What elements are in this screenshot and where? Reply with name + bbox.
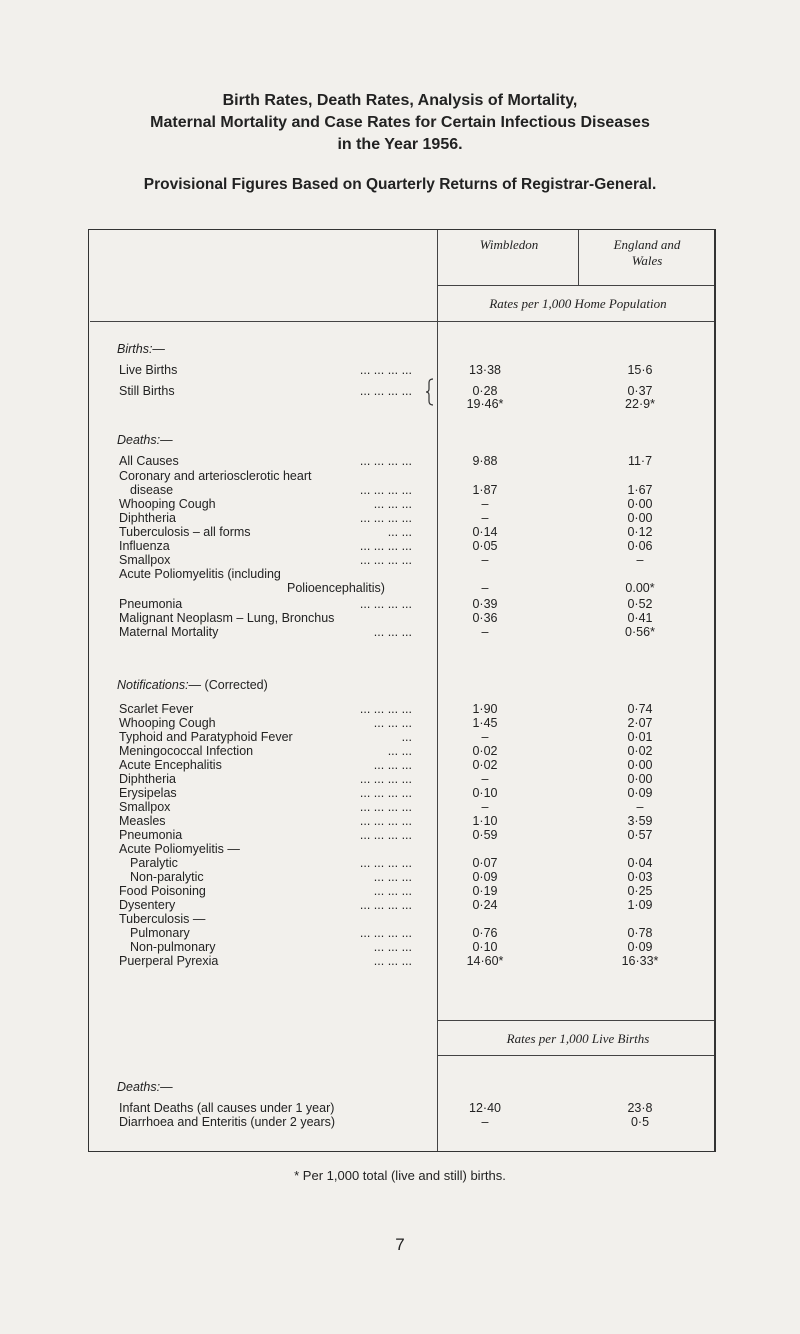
row-label: Polioencephalitis)	[287, 581, 385, 595]
wimbledon-value: 0·19	[472, 884, 498, 898]
row-label: Erysipelas	[119, 786, 177, 800]
table-row	[0, 525, 800, 539]
row-label: Malignant Neoplasm – Lung, Bronchus	[119, 611, 335, 625]
column-divider-header	[578, 230, 579, 285]
row-label: Food Poisoning	[119, 884, 206, 898]
table-row	[0, 954, 800, 968]
row-label: Coronary and arteriosclerotic heart	[119, 469, 312, 483]
leader-dots: ... ... ... ...	[359, 597, 412, 611]
row-label: Paralytic	[130, 856, 178, 870]
england-wales-value: 0·06	[627, 539, 653, 553]
wimbledon-value: –	[481, 800, 489, 814]
wimbledon-value: 0·39	[472, 597, 498, 611]
table-row	[0, 363, 800, 377]
england-wales-value: 1·67	[627, 483, 653, 497]
england-wales-value: –	[636, 800, 644, 814]
wimbledon-value: 0·07	[472, 856, 498, 870]
row-label: Acute Poliomyelitis (including	[119, 567, 281, 581]
england-wales-value: 0·09	[627, 940, 653, 954]
table-row	[0, 581, 800, 595]
row-label: Pulmonary	[130, 926, 190, 940]
wimbledon-value: 1·45	[472, 716, 498, 730]
row-label: Acute Poliomyelitis —	[119, 842, 240, 856]
leader-dots: ... ... ... ...	[359, 553, 412, 567]
england-wales-value: 0·5	[630, 1115, 650, 1129]
england-wales-value: 0·25	[627, 884, 653, 898]
england-wales-value: 0·52	[627, 597, 653, 611]
row-label: Tuberculosis —	[119, 912, 206, 926]
table-row	[0, 898, 800, 912]
title-line-1: Birth Rates, Death Rates, Analysis of Mortality,	[222, 92, 578, 109]
wimbledon-value: 0·76	[472, 926, 498, 940]
table-row	[0, 912, 800, 926]
wimbledon-value: 0·28	[472, 384, 498, 398]
england-wales-value: –	[636, 553, 644, 567]
rates-live-births: Rates per 1,000 Live Births	[506, 1031, 650, 1046]
leader-dots: ... ... ... ...	[359, 772, 412, 786]
england-wales-value: 16·33*	[621, 954, 659, 968]
row-label: Still Births	[119, 384, 175, 398]
table-row	[0, 483, 800, 497]
england-wales-value: 0·01	[627, 730, 653, 744]
header-bottom-rule	[90, 321, 714, 322]
leader-dots: ... ... ...	[373, 758, 412, 772]
wimbledon-value: 0·05	[472, 539, 498, 553]
leader-dots: ... ... ... ...	[359, 702, 412, 716]
row-label: All Causes	[119, 454, 179, 468]
leader-dots: ... ... ... ...	[359, 926, 412, 940]
row-label: disease	[130, 483, 174, 497]
leader-dots: ... ... ...	[373, 870, 412, 884]
table-row	[0, 842, 800, 856]
wimbledon-value: –	[481, 625, 489, 639]
title-line-3: in the Year 1956.	[337, 136, 463, 153]
row-label: Whooping Cough	[119, 716, 216, 730]
wimbledon-value: 0·02	[472, 744, 498, 758]
leader-dots: ... ... ... ...	[359, 539, 412, 553]
header-wimbledon: Wimbledon	[479, 237, 539, 252]
row-label: Smallpox	[119, 800, 171, 814]
england-wales-value: 0·00	[627, 497, 653, 511]
table-row	[0, 828, 800, 842]
leader-dots: ... ... ... ...	[359, 483, 412, 497]
row-label: Dysentery	[119, 898, 176, 912]
row-label: Diphtheria	[119, 772, 176, 786]
row-label: Smallpox	[119, 553, 171, 567]
table-row	[0, 611, 800, 625]
table-row	[0, 940, 800, 954]
table-row	[0, 539, 800, 553]
leader-dots: ... ... ...	[373, 884, 412, 898]
leader-dots: ... ... ... ...	[359, 800, 412, 814]
wimbledon-value: –	[481, 497, 489, 511]
table-row	[0, 758, 800, 772]
wimbledon-value: 0·14	[472, 525, 498, 539]
leader-dots: ... ... ... ...	[359, 786, 412, 800]
row-label: Measles	[119, 814, 166, 828]
england-wales-value: 0·57	[627, 828, 653, 842]
table-row	[0, 800, 800, 814]
rates-home-population: Rates per 1,000 Home Population	[489, 296, 667, 311]
england-wales-value: 3·59	[627, 814, 653, 828]
wimbledon-value: 1·10	[472, 814, 498, 828]
wimbledon-value: 0·36	[472, 611, 498, 625]
england-wales-value: 0·41	[627, 611, 653, 625]
england-wales-value: 0·56*	[625, 625, 655, 639]
wimbledon-value: 0·10	[472, 786, 498, 800]
footnote: * Per 1,000 total (live and still) births.	[294, 1168, 506, 1183]
table-row	[0, 454, 800, 468]
header-england-wales-2: Wales	[631, 253, 663, 268]
row-label: Diphtheria	[119, 511, 176, 525]
table-row	[0, 856, 800, 870]
wimbledon-value: 0·09	[472, 870, 498, 884]
row-label: Non-paralytic	[130, 870, 204, 884]
subtitle: Provisional Figures Based on Quarterly Returns of Registrar-General.	[143, 176, 657, 193]
wimbledon-value: –	[481, 730, 489, 744]
live-births-top-rule	[438, 1020, 714, 1021]
table-row	[0, 553, 800, 567]
wimbledon-value: –	[481, 1115, 489, 1129]
wimbledon-value: 0·24	[472, 898, 498, 912]
wimbledon-value: –	[481, 581, 489, 595]
wimbledon-value: 1·90	[472, 702, 498, 716]
row-label: Live Births	[119, 363, 178, 377]
notifications-heading-suffix: (Corrected)	[204, 678, 268, 692]
leader-dots: ... ... ... ...	[359, 384, 412, 398]
leader-dots: ... ... ...	[373, 497, 412, 511]
england-wales-value: 0·00	[627, 772, 653, 786]
leader-dots: ... ... ...	[373, 625, 412, 639]
wimbledon-value-secondary: 19·46*	[466, 397, 504, 411]
table-row	[0, 926, 800, 940]
infant-deaths-heading: Deaths:—	[117, 1080, 173, 1094]
wimbledon-value: 0·59	[472, 828, 498, 842]
row-label: Maternal Mortality	[119, 625, 219, 639]
row-label: Scarlet Fever	[119, 702, 194, 716]
deaths-heading: Deaths:—	[117, 433, 173, 447]
row-label: Whooping Cough	[119, 497, 216, 511]
table-row	[0, 814, 800, 828]
leader-dots: ... ... ... ...	[359, 814, 412, 828]
births-heading: Births:—	[117, 342, 165, 356]
england-wales-value: 15·6	[627, 363, 653, 377]
table-row	[0, 511, 800, 525]
live-births-bottom-rule	[438, 1055, 714, 1056]
table-row	[0, 870, 800, 884]
england-wales-value: 0·74	[627, 702, 653, 716]
row-label: Meningococcal Infection	[119, 744, 254, 758]
wimbledon-value: –	[481, 772, 489, 786]
row-label: Infant Deaths (all causes under 1 year)	[119, 1101, 335, 1115]
row-label: Pneumonia	[119, 597, 183, 611]
leader-dots: ...	[401, 730, 412, 744]
leader-dots: ... ... ... ...	[359, 898, 412, 912]
england-wales-value-secondary: 22·9*	[625, 397, 655, 411]
table-row	[0, 716, 800, 730]
leader-dots: ... ... ... ...	[359, 454, 412, 468]
row-label: Tuberculosis – all forms	[119, 525, 251, 539]
table-row	[0, 497, 800, 511]
row-label: Non-pulmonary	[130, 940, 216, 954]
table-row	[0, 469, 800, 483]
row-label: Acute Encephalitis	[119, 758, 222, 772]
england-wales-value: 0.00*	[625, 581, 655, 595]
leader-dots: ... ...	[387, 744, 412, 758]
table-row	[0, 384, 800, 411]
england-wales-value: 2·07	[627, 716, 653, 730]
leader-dots: ... ... ...	[373, 954, 412, 968]
table-row	[0, 625, 800, 639]
england-wales-value: 0·00	[627, 758, 653, 772]
table-row	[0, 597, 800, 611]
wimbledon-value: 0·02	[472, 758, 498, 772]
table-row	[0, 786, 800, 800]
england-wales-value: 0·37	[627, 384, 653, 398]
row-label: Pneumonia	[119, 828, 183, 842]
brace-icon	[424, 378, 436, 406]
row-label: Influenza	[119, 539, 170, 553]
header-england-wales-1: England and	[613, 237, 681, 252]
england-wales-value: 0·04	[627, 856, 653, 870]
table-row	[0, 1101, 800, 1115]
header-rule	[438, 285, 714, 286]
leader-dots: ... ... ... ...	[359, 856, 412, 870]
england-wales-value: 11·7	[627, 454, 653, 468]
table-row	[0, 744, 800, 758]
leader-dots: ... ... ... ...	[359, 511, 412, 525]
row-label: Puerperal Pyrexia	[119, 954, 219, 968]
wimbledon-value: 14·60*	[466, 954, 504, 968]
england-wales-value: 0·09	[627, 786, 653, 800]
england-wales-value: 0·12	[627, 525, 653, 539]
notifications-heading-label: Notifications:—	[117, 678, 202, 692]
england-wales-value: 0·03	[627, 870, 653, 884]
wimbledon-value: 13·38	[469, 363, 501, 377]
england-wales-value: 0·78	[627, 926, 653, 940]
england-wales-value: 23·8	[627, 1101, 653, 1115]
leader-dots: ... ... ... ...	[359, 363, 412, 377]
table-row	[0, 884, 800, 898]
table-row	[0, 772, 800, 786]
table-row	[0, 702, 800, 716]
table-row	[0, 1115, 800, 1129]
notifications-heading	[117, 678, 268, 692]
row-label: Diarrhoea and Enteritis (under 2 years)	[119, 1115, 336, 1129]
page-number: 7	[395, 1235, 405, 1254]
england-wales-value: 0·00	[627, 511, 653, 525]
england-wales-value: 0·02	[627, 744, 653, 758]
leader-dots: ... ... ...	[373, 940, 412, 954]
table-row	[0, 730, 800, 744]
title-line-2: Maternal Mortality and Case Rates for Certain Infectious Diseases	[150, 114, 650, 131]
table-row	[0, 567, 800, 581]
leader-dots: ... ...	[387, 525, 412, 539]
leader-dots: ... ... ... ...	[359, 828, 412, 842]
wimbledon-value: 12·40	[469, 1101, 501, 1115]
wimbledon-value: –	[481, 511, 489, 525]
wimbledon-value: 9·88	[472, 454, 498, 468]
row-label: Typhoid and Paratyphoid Fever	[119, 730, 293, 744]
wimbledon-value: 0·10	[472, 940, 498, 954]
leader-dots: ... ... ...	[373, 716, 412, 730]
wimbledon-value: 1·87	[472, 483, 498, 497]
wimbledon-value: –	[481, 553, 489, 567]
england-wales-value: 1·09	[627, 898, 653, 912]
